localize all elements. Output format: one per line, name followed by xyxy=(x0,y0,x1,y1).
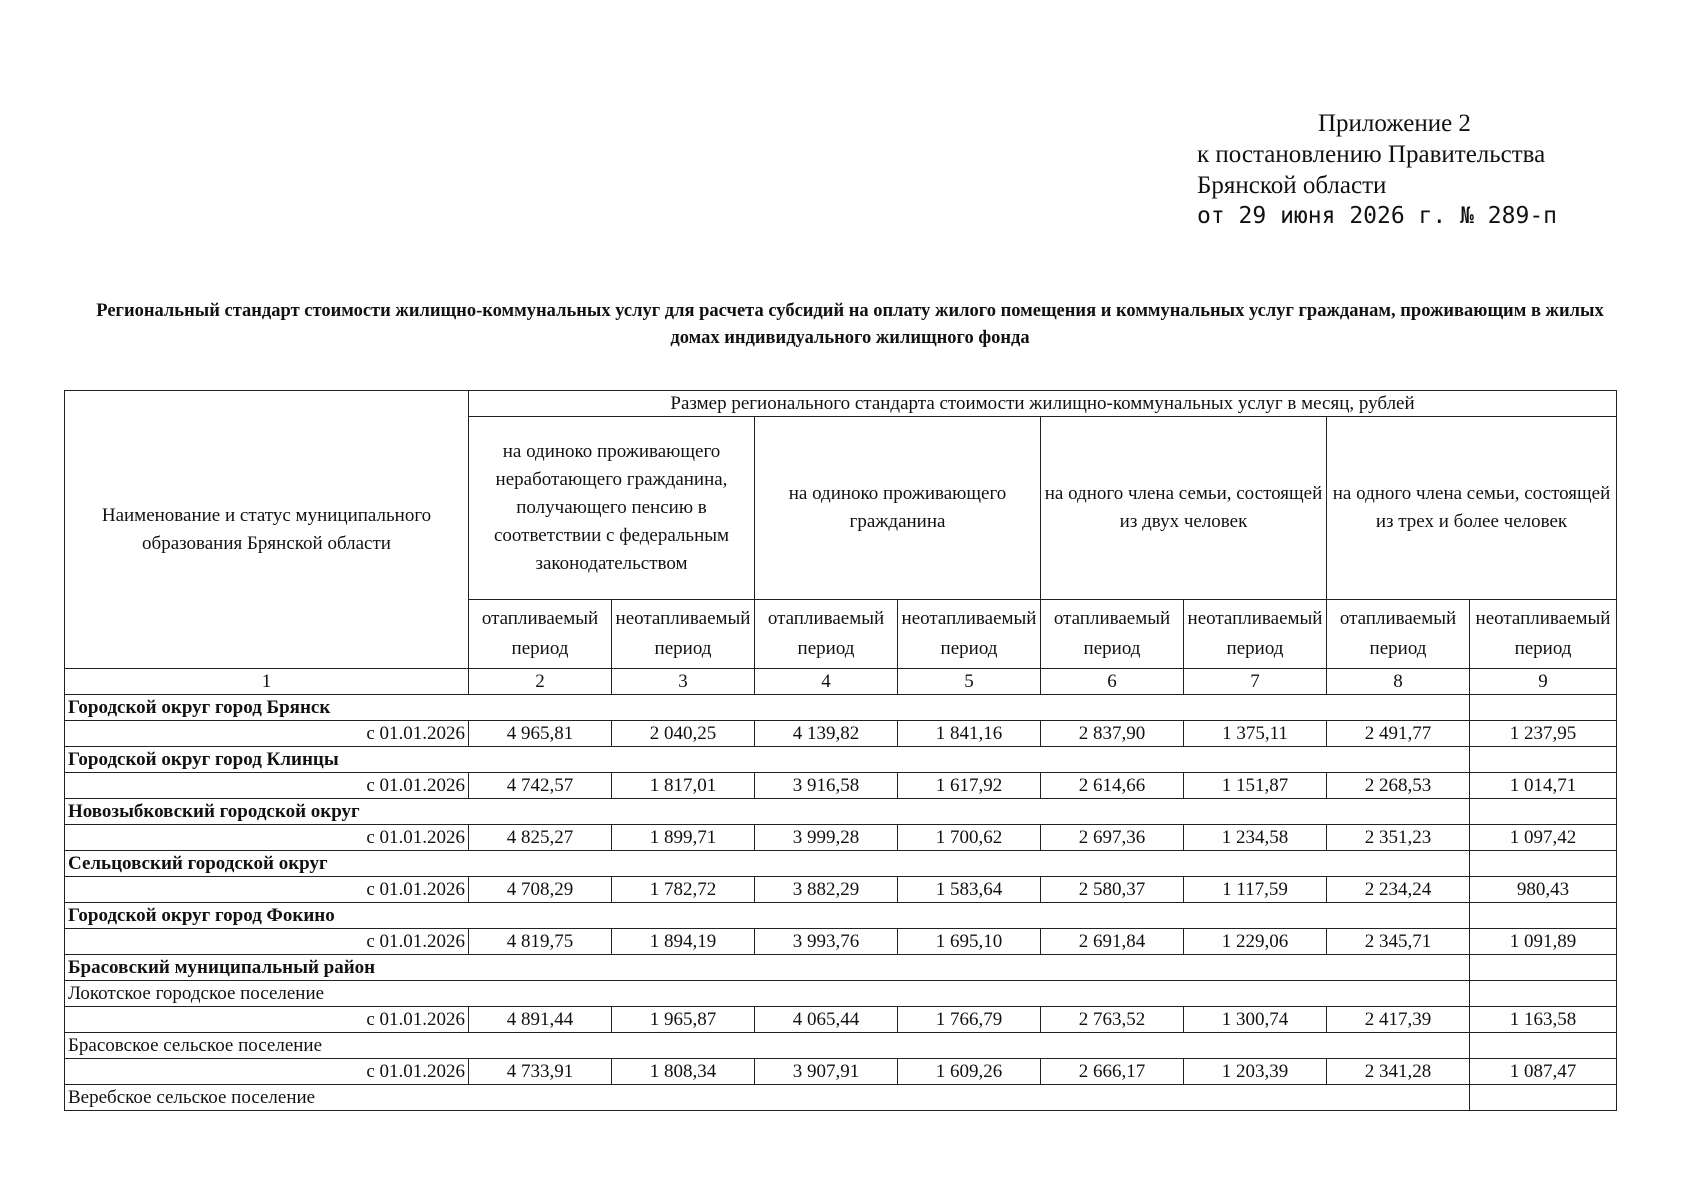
municipality-name: Сельцовский городской округ xyxy=(65,851,1470,877)
rate-value: 1 014,71 xyxy=(1470,773,1617,799)
municipality-name: Новозыбковский городской округ xyxy=(65,799,1470,825)
rate-value: 2 040,25 xyxy=(612,721,755,747)
appendix-title: Приложение 2 xyxy=(1318,110,1471,137)
rate-value: 3 993,76 xyxy=(755,929,898,955)
municipality-name: Городской округ город Брянск xyxy=(65,695,1470,721)
header-period-unheated: неотапливаемый период xyxy=(898,600,1041,669)
standard-cost-table xyxy=(64,390,1617,1111)
empty-cell xyxy=(1470,955,1617,981)
rate-value: 1 097,42 xyxy=(1470,825,1617,851)
effective-date: с 01.01.2026 xyxy=(65,877,469,903)
rate-value: 980,43 xyxy=(1470,877,1617,903)
column-number: 2 xyxy=(469,669,612,695)
column-number: 5 xyxy=(898,669,1041,695)
header-period-heated: отапливаемый период xyxy=(1041,600,1184,669)
municipality-row xyxy=(65,903,1617,929)
settlement-name: Веребское сельское поселение xyxy=(65,1085,1470,1111)
rate-value: 1 203,39 xyxy=(1184,1059,1327,1085)
rate-value: 2 666,17 xyxy=(1041,1059,1184,1085)
municipality-row xyxy=(65,851,1617,877)
rate-value: 2 580,37 xyxy=(1041,877,1184,903)
rate-value: 1 583,64 xyxy=(898,877,1041,903)
empty-cell xyxy=(1470,851,1617,877)
rate-value: 4 733,91 xyxy=(469,1059,612,1085)
rate-value: 1 782,72 xyxy=(612,877,755,903)
header-period-heated: отапливаемый период xyxy=(469,600,612,669)
header-period-heated: отапливаемый период xyxy=(755,600,898,669)
effective-date: с 01.01.2026 xyxy=(65,1059,469,1085)
header-category-family-three-plus: на одного члена семьи, состоящей из трех и более человек xyxy=(1327,417,1617,600)
document-title: Региональный стандарт стоимости жилищно-коммунальных услуг для расчета субсидий на оплату жилого помещения и коммунальных услуг гражданам, проживающим в жилых домах индивидуального жилищного фонда xyxy=(96,301,1604,348)
settlement-name: Брасовское сельское поселение xyxy=(65,1033,1470,1059)
rate-value: 1 237,95 xyxy=(1470,721,1617,747)
column-number: 9 xyxy=(1470,669,1617,695)
header-period-unheated: неотапливаемый период xyxy=(1470,600,1617,669)
rate-value: 2 268,53 xyxy=(1327,773,1470,799)
appendix-date-number: от 29 июня 2026 г. № 289-п xyxy=(1197,203,1558,229)
rate-value: 1 695,10 xyxy=(898,929,1041,955)
rate-row xyxy=(65,825,1617,851)
rate-value: 2 691,84 xyxy=(1041,929,1184,955)
rate-row xyxy=(65,1059,1617,1085)
rate-row xyxy=(65,877,1617,903)
municipality-row xyxy=(65,955,1617,981)
rate-value: 2 417,39 xyxy=(1327,1007,1470,1033)
municipality-name: Брасовский муниципальный район xyxy=(65,955,1470,981)
rate-value: 2 341,28 xyxy=(1327,1059,1470,1085)
rate-value: 1 817,01 xyxy=(612,773,755,799)
rate-value: 4 742,57 xyxy=(469,773,612,799)
empty-cell xyxy=(1470,1033,1617,1059)
header-period-heated: отапливаемый период xyxy=(1327,600,1470,669)
rate-value: 1 617,92 xyxy=(898,773,1041,799)
empty-cell xyxy=(1470,903,1617,929)
rate-row xyxy=(65,721,1617,747)
column-number: 7 xyxy=(1184,669,1327,695)
rate-value: 1 609,26 xyxy=(898,1059,1041,1085)
rate-value: 2 837,90 xyxy=(1041,721,1184,747)
rate-value: 4 891,44 xyxy=(469,1007,612,1033)
rate-value: 1 234,58 xyxy=(1184,825,1327,851)
rate-value: 2 614,66 xyxy=(1041,773,1184,799)
rate-value: 1 151,87 xyxy=(1184,773,1327,799)
rate-value: 1 087,47 xyxy=(1470,1059,1617,1085)
empty-cell xyxy=(1470,981,1617,1007)
settlement-name: Локотское городское поселение xyxy=(65,981,1470,1007)
effective-date: с 01.01.2026 xyxy=(65,773,469,799)
rate-row xyxy=(65,773,1617,799)
rate-value: 4 825,27 xyxy=(469,825,612,851)
rate-value: 4 819,75 xyxy=(469,929,612,955)
municipality-row xyxy=(65,747,1617,773)
municipality-row xyxy=(65,695,1617,721)
settlement-row xyxy=(65,1085,1617,1111)
municipality-row xyxy=(65,799,1617,825)
appendix-region: Брянской области xyxy=(1197,172,1387,199)
column-number: 8 xyxy=(1327,669,1470,695)
rate-value: 1 300,74 xyxy=(1184,1007,1327,1033)
header-period-unheated: неотапливаемый период xyxy=(612,600,755,669)
rate-value: 4 965,81 xyxy=(469,721,612,747)
rate-value: 2 763,52 xyxy=(1041,1007,1184,1033)
rate-value: 3 882,29 xyxy=(755,877,898,903)
column-number: 4 xyxy=(755,669,898,695)
header-municipality-name: Наименование и статус муниципального образования Брянской области xyxy=(65,391,469,669)
effective-date: с 01.01.2026 xyxy=(65,721,469,747)
effective-date: с 01.01.2026 xyxy=(65,1007,469,1033)
rate-value: 1 375,11 xyxy=(1184,721,1327,747)
rate-value: 1 229,06 xyxy=(1184,929,1327,955)
rate-value: 2 345,71 xyxy=(1327,929,1470,955)
rate-value: 1 766,79 xyxy=(898,1007,1041,1033)
rate-value: 2 351,23 xyxy=(1327,825,1470,851)
rate-value: 2 491,77 xyxy=(1327,721,1470,747)
rate-row xyxy=(65,929,1617,955)
effective-date: с 01.01.2026 xyxy=(65,825,469,851)
rate-row xyxy=(65,1007,1617,1033)
appendix-block xyxy=(1197,108,1557,232)
rate-value: 1 965,87 xyxy=(612,1007,755,1033)
rate-value: 1 841,16 xyxy=(898,721,1041,747)
rate-value: 3 999,28 xyxy=(755,825,898,851)
rate-value: 1 700,62 xyxy=(898,825,1041,851)
empty-cell xyxy=(1470,799,1617,825)
empty-cell xyxy=(1470,695,1617,721)
header-category-single: на одиноко проживающего гражданина xyxy=(755,417,1041,600)
municipality-name: Городской округ город Клинцы xyxy=(65,747,1470,773)
rate-value: 3 916,58 xyxy=(755,773,898,799)
rate-value: 3 907,91 xyxy=(755,1059,898,1085)
settlement-row xyxy=(65,981,1617,1007)
settlement-row xyxy=(65,1033,1617,1059)
column-number: 3 xyxy=(612,669,755,695)
column-number: 6 xyxy=(1041,669,1184,695)
rate-value: 4 065,44 xyxy=(755,1007,898,1033)
rate-value: 1 091,89 xyxy=(1470,929,1617,955)
rate-value: 1 117,59 xyxy=(1184,877,1327,903)
header-period-unheated: неотапливаемый период xyxy=(1184,600,1327,669)
rate-value: 1 808,34 xyxy=(612,1059,755,1085)
column-number: 1 xyxy=(65,669,469,695)
empty-cell xyxy=(1470,747,1617,773)
header-size-title: Размер регионального стандарта стоимости жилищно-коммунальных услуг в месяц, рублей xyxy=(469,391,1617,417)
rate-value: 2 697,36 xyxy=(1041,825,1184,851)
appendix-resolution: к постановлению Правительства xyxy=(1197,141,1546,168)
effective-date: с 01.01.2026 xyxy=(65,929,469,955)
rate-value: 4 139,82 xyxy=(755,721,898,747)
municipality-name: Городской округ город Фокино xyxy=(65,903,1470,929)
empty-cell xyxy=(1470,1085,1617,1111)
rate-value: 1 899,71 xyxy=(612,825,755,851)
rate-value: 1 894,19 xyxy=(612,929,755,955)
header-category-pensioner: на одиноко проживающего неработающего гражданина, получающего пенсию в соответствии с федеральным законодательством xyxy=(469,417,755,600)
rate-value: 2 234,24 xyxy=(1327,877,1470,903)
rate-value: 4 708,29 xyxy=(469,877,612,903)
rate-value: 1 163,58 xyxy=(1470,1007,1617,1033)
header-category-family-two: на одного члена семьи, состоящей из двух человек xyxy=(1041,417,1327,600)
